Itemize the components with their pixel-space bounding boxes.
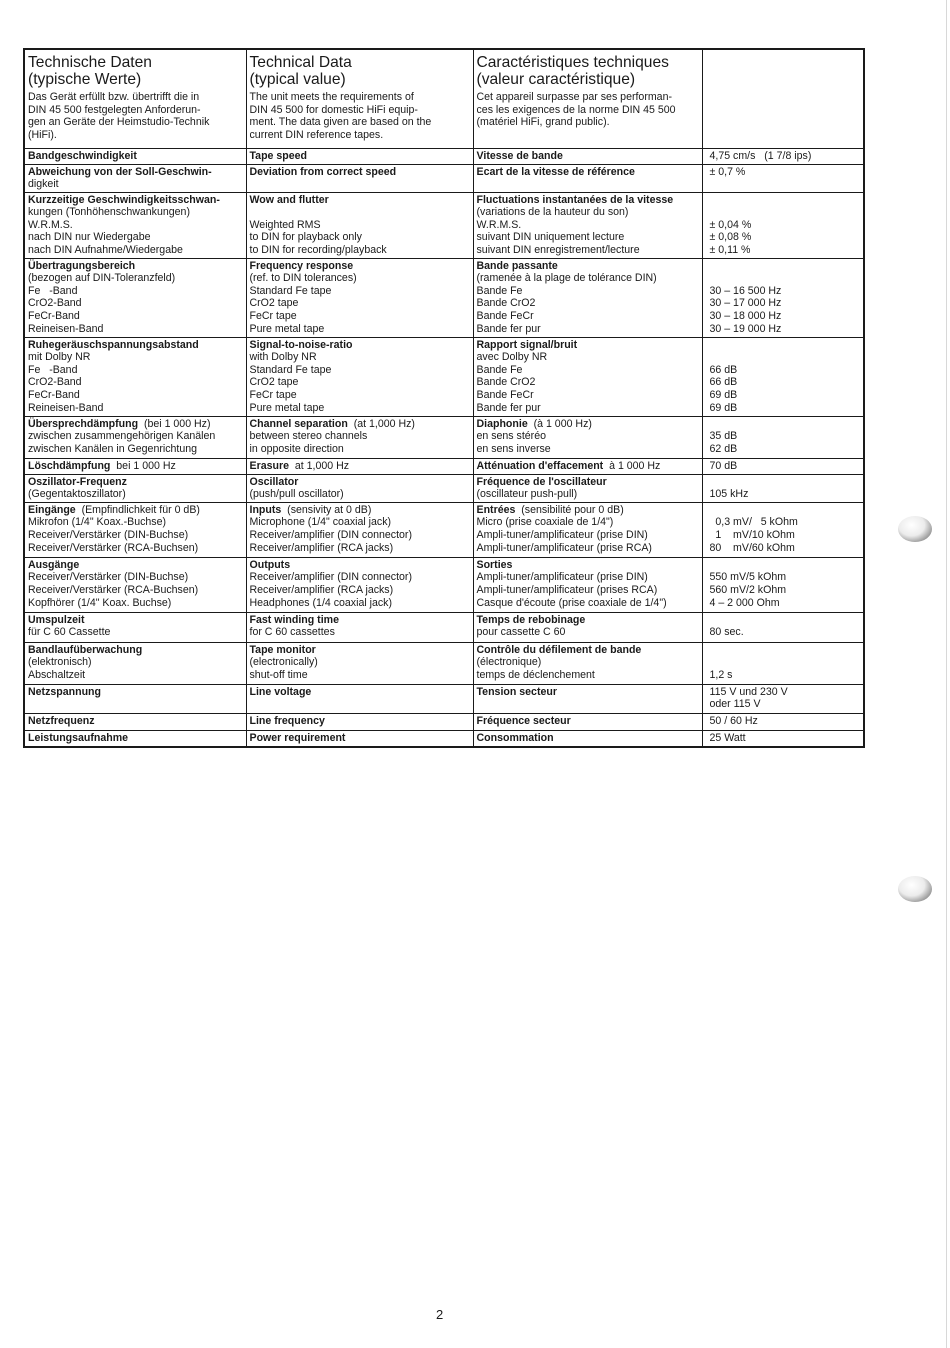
- spec-detail-fr: Bande fer pur: [476, 322, 541, 335]
- header-value-cell: [702, 49, 864, 148]
- spec-cell-fr: [473, 192, 702, 258]
- spec-detail-fr: Ampli-tuner/amplificateur (prises RCA): [476, 584, 658, 597]
- spec-cell-de: [24, 502, 246, 557]
- spec-detail-en: Headphones (1/4 coaxial jack): [249, 596, 393, 609]
- spec-label-de: Kurzzeitige Geschwindigkeitsschwan-: [28, 193, 220, 206]
- spec-label-fr: Temps de rebobinage: [476, 613, 586, 626]
- spec-cell-value: [702, 713, 864, 730]
- spec-label-fr: Fréquence secteur: [476, 714, 571, 727]
- spec-cell-fr: [473, 458, 702, 474]
- spec-detail-en: Receiver/amplifier (DIN connector): [249, 529, 412, 542]
- spec-cell-en: [246, 458, 473, 474]
- spec-detail-de: digkeit: [28, 178, 59, 191]
- spec-cell-fr: [473, 557, 702, 612]
- spec-value: [710, 614, 861, 627]
- spec-label-fr: Atténuation d'effacement: [476, 459, 604, 472]
- spec-cell-value: [702, 684, 864, 713]
- spec-detail-fr: Bande Fe: [476, 363, 523, 376]
- spec-cell-fr: [473, 474, 702, 502]
- spec-value: [710, 644, 861, 657]
- spec-label-fr: Entrées: [476, 503, 516, 516]
- spec-label-de: Übertragungsbereich: [28, 259, 136, 272]
- spec-detail-en: Weighted RMS: [249, 218, 321, 231]
- spec-label-fr: Fluctuations instantanées de la vitesse: [476, 193, 674, 206]
- spec-label-fr: Sorties: [476, 558, 513, 571]
- spec-cell-de: [24, 642, 246, 684]
- spec-label-de: Netzfrequenz: [28, 714, 95, 727]
- spec-cell-value: [702, 148, 864, 164]
- spec-detail-en: Pure metal tape: [249, 322, 325, 335]
- spec-value: 62 dB: [709, 442, 738, 455]
- spec-detail-de: Mikrofon (1/4" Koax.-Buchse): [28, 516, 167, 529]
- spec-value: [710, 194, 861, 207]
- spec-label-de: Oszillator-Frequenz: [28, 475, 127, 488]
- spec-cell-value: [702, 416, 864, 458]
- spec-row: [24, 337, 864, 416]
- spec-detail-en: in opposite direction: [249, 442, 344, 455]
- spec-cell-de: [24, 458, 246, 474]
- spec-detail-en: for C 60 cassettes: [249, 626, 335, 639]
- spec-value: 80 sec.: [709, 626, 744, 639]
- spec-cell-en: [246, 337, 473, 416]
- spec-value: 30 – 17 000 Hz: [709, 297, 782, 310]
- spec-label-note-en: at 1,000 Hz: [288, 459, 350, 472]
- spec-cell-value: [702, 730, 864, 747]
- spec-label-de: Übersprechdämpfung: [28, 417, 139, 430]
- spec-label-en: Wow and flutter: [249, 193, 329, 206]
- spec-value: 1 mV/10 kOhm: [709, 529, 795, 542]
- spec-value: 25 Watt: [709, 731, 746, 744]
- spec-cell-de: [24, 148, 246, 164]
- spec-value: [710, 656, 861, 669]
- spec-cell-en: [246, 148, 473, 164]
- spec-cell-en: [246, 642, 473, 684]
- spec-value: 1,2 s: [709, 669, 733, 682]
- header-row: [24, 49, 864, 148]
- spec-value: ± 0,08 %: [709, 231, 752, 244]
- spec-cell-fr: [473, 612, 702, 642]
- spec-cell-de: [24, 713, 246, 730]
- spec-detail-de: Kopfhörer (1/4" Koax. Buchse): [28, 596, 172, 609]
- spec-cell-de: [24, 258, 246, 337]
- spec-label-de: Umspulzeit: [28, 613, 85, 626]
- spec-cell-de: [24, 730, 246, 747]
- spec-label-de: Netzspannung: [28, 685, 101, 698]
- spec-cell-en: [246, 416, 473, 458]
- spec-label-fr: Fréquence de l'oscillateur: [476, 475, 607, 488]
- spec-cell-value: [702, 458, 864, 474]
- spec-detail-fr: suivant DIN uniquement lecture: [476, 231, 625, 244]
- technical-data-table: [23, 48, 865, 748]
- spec-detail-fr: Ampli-tuner/amplificateur (prise RCA): [476, 541, 652, 554]
- spec-detail-fr: Bande fer pur: [476, 401, 541, 414]
- page-number: 2: [436, 1307, 444, 1322]
- spec-detail-fr: (ramenée à la plage de tolérance DIN): [476, 272, 657, 285]
- spec-cell-value: [702, 164, 864, 192]
- spec-row: [24, 458, 864, 474]
- spec-value: 70 dB: [709, 459, 738, 472]
- spec-cell-de: [24, 416, 246, 458]
- spec-detail-fr: Ampli-tuner/amplificateur (prise DIN): [476, 529, 648, 542]
- spec-detail-fr: Bande FeCr: [476, 310, 534, 323]
- spec-cell-value: [702, 502, 864, 557]
- spec-detail-en: (ref. to DIN tolerances): [249, 272, 357, 285]
- spec-label-note-de: bei 1 000 Hz: [110, 459, 176, 472]
- spec-detail-en: Standard Fe tape: [249, 363, 332, 376]
- spec-value: 4 – 2 000 Ohm: [709, 596, 780, 609]
- spec-detail-fr: (variations de la hauteur du son): [476, 206, 629, 219]
- spec-label-en: Line voltage: [249, 685, 312, 698]
- spec-detail-de: FeCr-Band: [28, 310, 80, 323]
- spec-row: [24, 148, 864, 164]
- spec-detail-de: zwischen zusammengehörigen Kanälen: [28, 430, 216, 443]
- spec-row: [24, 684, 864, 713]
- spec-cell-fr: [473, 730, 702, 747]
- spec-label-note-de: (Empfindlichkeit für 0 dB): [75, 503, 200, 516]
- spec-value: 115 V und 230 V: [709, 685, 788, 698]
- spec-cell-de: [24, 612, 246, 642]
- spec-detail-en: with Dolby NR: [249, 351, 317, 364]
- spec-detail-en: FeCr tape: [249, 389, 297, 402]
- spec-detail-de: (Gegentaktoszillator): [28, 488, 126, 501]
- spec-detail-de: zwischen Kanälen in Gegenrichtung: [28, 442, 198, 455]
- spec-detail-en: Receiver/amplifier (RCA jacks): [249, 584, 394, 597]
- spec-detail-en: (electronically): [249, 656, 318, 669]
- spec-detail-de: Reineisen-Band: [28, 322, 104, 335]
- spec-row: [24, 642, 864, 684]
- spec-cell-en: [246, 612, 473, 642]
- spec-label-de: Bandgeschwindigkeit: [28, 149, 137, 162]
- header-fr-title: Caractéristiques techniques (valeur caractéristique): [476, 54, 669, 88]
- spec-detail-de: FeCr-Band: [28, 389, 80, 402]
- spec-detail-de: (elektronisch): [28, 656, 92, 669]
- spec-label-en: Oscillator: [249, 475, 299, 488]
- spec-value: 30 – 19 000 Hz: [709, 322, 782, 335]
- spec-cell-de: [24, 337, 246, 416]
- spec-detail-en: Pure metal tape: [249, 401, 325, 414]
- spec-detail-de: W.R.M.S.: [28, 218, 73, 231]
- spec-row: [24, 164, 864, 192]
- header-en-title: Technical Data (typical value): [249, 54, 352, 88]
- spec-row: [24, 416, 864, 458]
- spec-cell-fr: [473, 148, 702, 164]
- spec-cell-de: [24, 684, 246, 713]
- spec-cell-en: [246, 164, 473, 192]
- spec-label-fr: Diaphonie: [476, 417, 528, 430]
- spec-detail-de: (bezogen auf DIN-Toleranzfeld): [28, 272, 176, 285]
- spec-detail-fr: en sens inverse: [476, 442, 551, 455]
- spec-cell-en: [246, 713, 473, 730]
- spec-label-fr: Consommation: [476, 731, 554, 744]
- spec-label-de: Leistungsaufnahme: [28, 731, 129, 744]
- spec-detail-en: to DIN for recording/playback: [249, 244, 387, 257]
- spec-detail-de: kungen (Tonhöhenschwankungen): [28, 206, 190, 219]
- spec-row: [24, 258, 864, 337]
- header-de-cell: [24, 49, 246, 148]
- spec-detail-en: [250, 206, 470, 219]
- spec-detail-de: Abschaltzeit: [28, 669, 86, 682]
- spec-row: [24, 474, 864, 502]
- spec-detail-en: Standard Fe tape: [249, 284, 332, 297]
- spec-row: [24, 502, 864, 557]
- spec-label-en: Inputs: [249, 503, 282, 516]
- spec-detail-en: CrO2 tape: [249, 297, 299, 310]
- spec-value: 30 – 16 500 Hz: [709, 284, 782, 297]
- spec-value: 50 / 60 Hz: [709, 714, 758, 727]
- spec-detail-fr: Bande Fe: [476, 284, 523, 297]
- spec-value: 0,3 mV/ 5 kOhm: [709, 516, 798, 529]
- spec-detail-fr: Ampli-tuner/amplificateur (prise DIN): [476, 571, 648, 584]
- spec-detail-de: Receiver/Verstärker (RCA-Buchsen): [28, 541, 199, 554]
- binder-hole-upper: [898, 516, 932, 542]
- spec-detail-en: shut-off time: [249, 669, 308, 682]
- spec-cell-value: [702, 474, 864, 502]
- spec-cell-value: [702, 192, 864, 258]
- spec-row: [24, 713, 864, 730]
- spec-value: [710, 339, 861, 352]
- page-edge-line: [946, 0, 947, 1348]
- spec-label-de: Abweichung von der Soll-Geschwin-: [28, 165, 212, 178]
- spec-detail-de: Fe -Band: [28, 363, 78, 376]
- header-de-intro: Das Gerät erfüllt bzw. übertrifft die in DIN 45 500 festgelegten Anforderun- gen an Geräte der Heimstudio-Technik (HiFi).: [28, 91, 210, 141]
- spec-label-en: Outputs: [249, 558, 291, 571]
- spec-label-de: Ruhegeräuschspannungsabstand: [28, 338, 199, 351]
- spec-label-note-en: (at 1,000 Hz): [347, 417, 415, 430]
- header-de-title: Technische Daten (typische Werte): [28, 54, 152, 88]
- spec-detail-de: Receiver/Verstärker (RCA-Buchsen): [28, 584, 199, 597]
- spec-value: ± 0,11 %: [709, 244, 751, 257]
- spec-detail-fr: suivant DIN enregistrement/lecture: [476, 244, 640, 257]
- spec-detail-fr: pour cassette C 60: [476, 626, 566, 639]
- spec-value: ± 0,04 %: [709, 218, 752, 231]
- spec-detail-fr: Bande FeCr: [476, 389, 534, 402]
- spec-detail-fr: Casque d'écoute (prise coaxiale de 1/4"): [476, 596, 667, 609]
- spec-label-en: Line frequency: [249, 714, 325, 727]
- spec-cell-en: [246, 474, 473, 502]
- spec-cell-value: [702, 642, 864, 684]
- spec-label-fr: Tension secteur: [476, 685, 557, 698]
- spec-value: 4,75 cm/s (1 7/8 ips): [709, 149, 812, 162]
- spec-detail-fr: Micro (prise coaxiale de 1/4"): [476, 516, 614, 529]
- spec-cell-fr: [473, 684, 702, 713]
- spec-cell-fr: [473, 502, 702, 557]
- spec-label-note-fr: (à 1 000 Hz): [527, 417, 592, 430]
- spec-cell-fr: [473, 713, 702, 730]
- spec-value: 69 dB: [709, 401, 738, 414]
- spec-label-note-fr: à 1 000 Hz: [603, 459, 661, 472]
- spec-detail-fr: (oscillateur push-pull): [476, 488, 578, 501]
- spec-cell-value: [702, 258, 864, 337]
- spec-label-de: Eingänge: [28, 503, 76, 516]
- spec-label-fr: Ecart de la vitesse de référence: [476, 165, 635, 178]
- spec-detail-fr: Bande CrO2: [476, 297, 536, 310]
- spec-detail-de: mit Dolby NR: [28, 351, 91, 364]
- spec-label-fr: Rapport signal/bruit: [476, 338, 578, 351]
- spec-cell-value: [702, 557, 864, 612]
- spec-cell-de: [24, 164, 246, 192]
- binder-hole-lower: [898, 876, 932, 902]
- header-fr-intro: Cet appareil surpasse par ses performan- ces les exigences de la norme DIN 45 500 (matériel HiFi, grand public).: [476, 91, 676, 129]
- header-en-intro: The unit meets the requirements of DIN 45 500 for domestic HiFi equip- ment. The data given are based on the current DIN reference tapes.: [249, 91, 432, 141]
- spec-detail-en: Receiver/amplifier (RCA jacks): [249, 541, 394, 554]
- spec-value: 80 mV/60 kOhm: [709, 541, 795, 554]
- spec-detail-de: nach DIN Aufnahme/Wiedergabe: [28, 244, 183, 257]
- spec-label-de: Ausgänge: [28, 558, 80, 571]
- spec-label-en: Fast winding time: [249, 613, 339, 626]
- spec-value: 66 dB: [709, 376, 738, 389]
- spec-detail-de: nach DIN nur Wiedergabe: [28, 231, 151, 244]
- spec-label-en: Signal-to-noise-ratio: [249, 338, 353, 351]
- spec-detail-fr: temps de déclenchement: [476, 669, 595, 682]
- spec-detail-de: Reineisen-Band: [28, 401, 104, 414]
- spec-label-note-de: (bei 1 000 Hz): [138, 417, 211, 430]
- spec-value: [710, 418, 861, 431]
- spec-value: 69 dB: [709, 389, 738, 402]
- spec-cell-fr: [473, 258, 702, 337]
- spec-detail-en: FeCr tape: [249, 310, 297, 323]
- spec-value: 560 mV/2 kOhm: [709, 584, 787, 597]
- spec-label-en: Tape speed: [249, 149, 307, 162]
- spec-detail-fr: Bande CrO2: [476, 376, 536, 389]
- spec-detail-en: to DIN for playback only: [249, 231, 362, 244]
- spec-label-en: Frequency response: [249, 259, 354, 272]
- spec-label-de: Bandlaufüberwachung: [28, 643, 143, 656]
- spec-cell-en: [246, 557, 473, 612]
- spec-cell-value: [702, 612, 864, 642]
- header-fr-cell: [473, 49, 702, 148]
- spec-cell-en: [246, 258, 473, 337]
- spec-detail-en: CrO2 tape: [249, 376, 299, 389]
- spec-value: [710, 504, 861, 517]
- spec-label-en: Channel separation: [249, 417, 348, 430]
- spec-detail-fr: avec Dolby NR: [476, 351, 548, 364]
- spec-label-en: Erasure: [249, 459, 289, 472]
- spec-value: [710, 260, 861, 273]
- spec-label-de: Löschdämpfung: [28, 459, 111, 472]
- spec-value: oder 115 V: [709, 698, 761, 711]
- spec-cell-fr: [473, 416, 702, 458]
- spec-cell-en: [246, 502, 473, 557]
- spec-label-fr: Vitesse de bande: [476, 149, 563, 162]
- spec-cell-fr: [473, 164, 702, 192]
- spec-cell-de: [24, 192, 246, 258]
- spec-cell-de: [24, 557, 246, 612]
- spec-value: 550 mV/5 kOhm: [709, 571, 787, 584]
- spec-label-fr: Bande passante: [476, 259, 558, 272]
- spec-value: [710, 476, 861, 489]
- spec-cell-fr: [473, 337, 702, 416]
- spec-value: 66 dB: [709, 363, 738, 376]
- spec-detail-fr: (électronique): [476, 656, 542, 669]
- spec-value: 30 – 18 000 Hz: [709, 310, 782, 323]
- spec-detail-de: Fe -Band: [28, 284, 78, 297]
- spec-value: [710, 351, 861, 364]
- spec-value: [710, 206, 861, 219]
- spec-detail-de: CrO2-Band: [28, 297, 82, 310]
- spec-label-en: Tape monitor: [249, 643, 316, 656]
- spec-detail-de: CrO2-Band: [28, 376, 82, 389]
- spec-value: [710, 272, 861, 285]
- spec-detail-en: between stereo channels: [249, 430, 368, 443]
- spec-row: [24, 612, 864, 642]
- spec-detail-en: (push/pull oscillator): [249, 488, 344, 501]
- spec-cell-en: [246, 730, 473, 747]
- header-en-cell: [246, 49, 473, 148]
- spec-detail-de: Receiver/Verstärker (DIN-Buchse): [28, 529, 189, 542]
- spec-label-fr: Contrôle du défilement de bande: [476, 643, 642, 656]
- spec-label-en: Deviation from correct speed: [249, 165, 397, 178]
- spec-cell-en: [246, 684, 473, 713]
- spec-detail-en: Microphone (1/4" coaxial jack): [249, 516, 392, 529]
- spec-row: [24, 730, 864, 747]
- spec-row: [24, 192, 864, 258]
- spec-label-note-en: (sensivity at 0 dB): [281, 503, 372, 516]
- spec-value: 35 dB: [709, 430, 738, 443]
- spec-cell-value: [702, 337, 864, 416]
- spec-detail-de: für C 60 Cassette: [28, 626, 111, 639]
- spec-value: ± 0,7 %: [709, 165, 746, 178]
- spec-detail-en: Receiver/amplifier (DIN connector): [249, 571, 412, 584]
- spec-row: [24, 557, 864, 612]
- spec-cell-fr: [473, 642, 702, 684]
- spec-value: 105 kHz: [709, 488, 749, 501]
- spec-detail-fr: en sens stéréo: [476, 430, 546, 443]
- spec-detail-fr: W.R.M.S.: [476, 218, 522, 231]
- spec-label-note-fr: (sensibilité pour 0 dB): [515, 503, 624, 516]
- spec-label-en: Power requirement: [249, 731, 346, 744]
- spec-detail-de: Receiver/Verstärker (DIN-Buchse): [28, 571, 189, 584]
- spec-cell-de: [24, 474, 246, 502]
- spec-cell-en: [246, 192, 473, 258]
- spec-value: [710, 559, 861, 572]
